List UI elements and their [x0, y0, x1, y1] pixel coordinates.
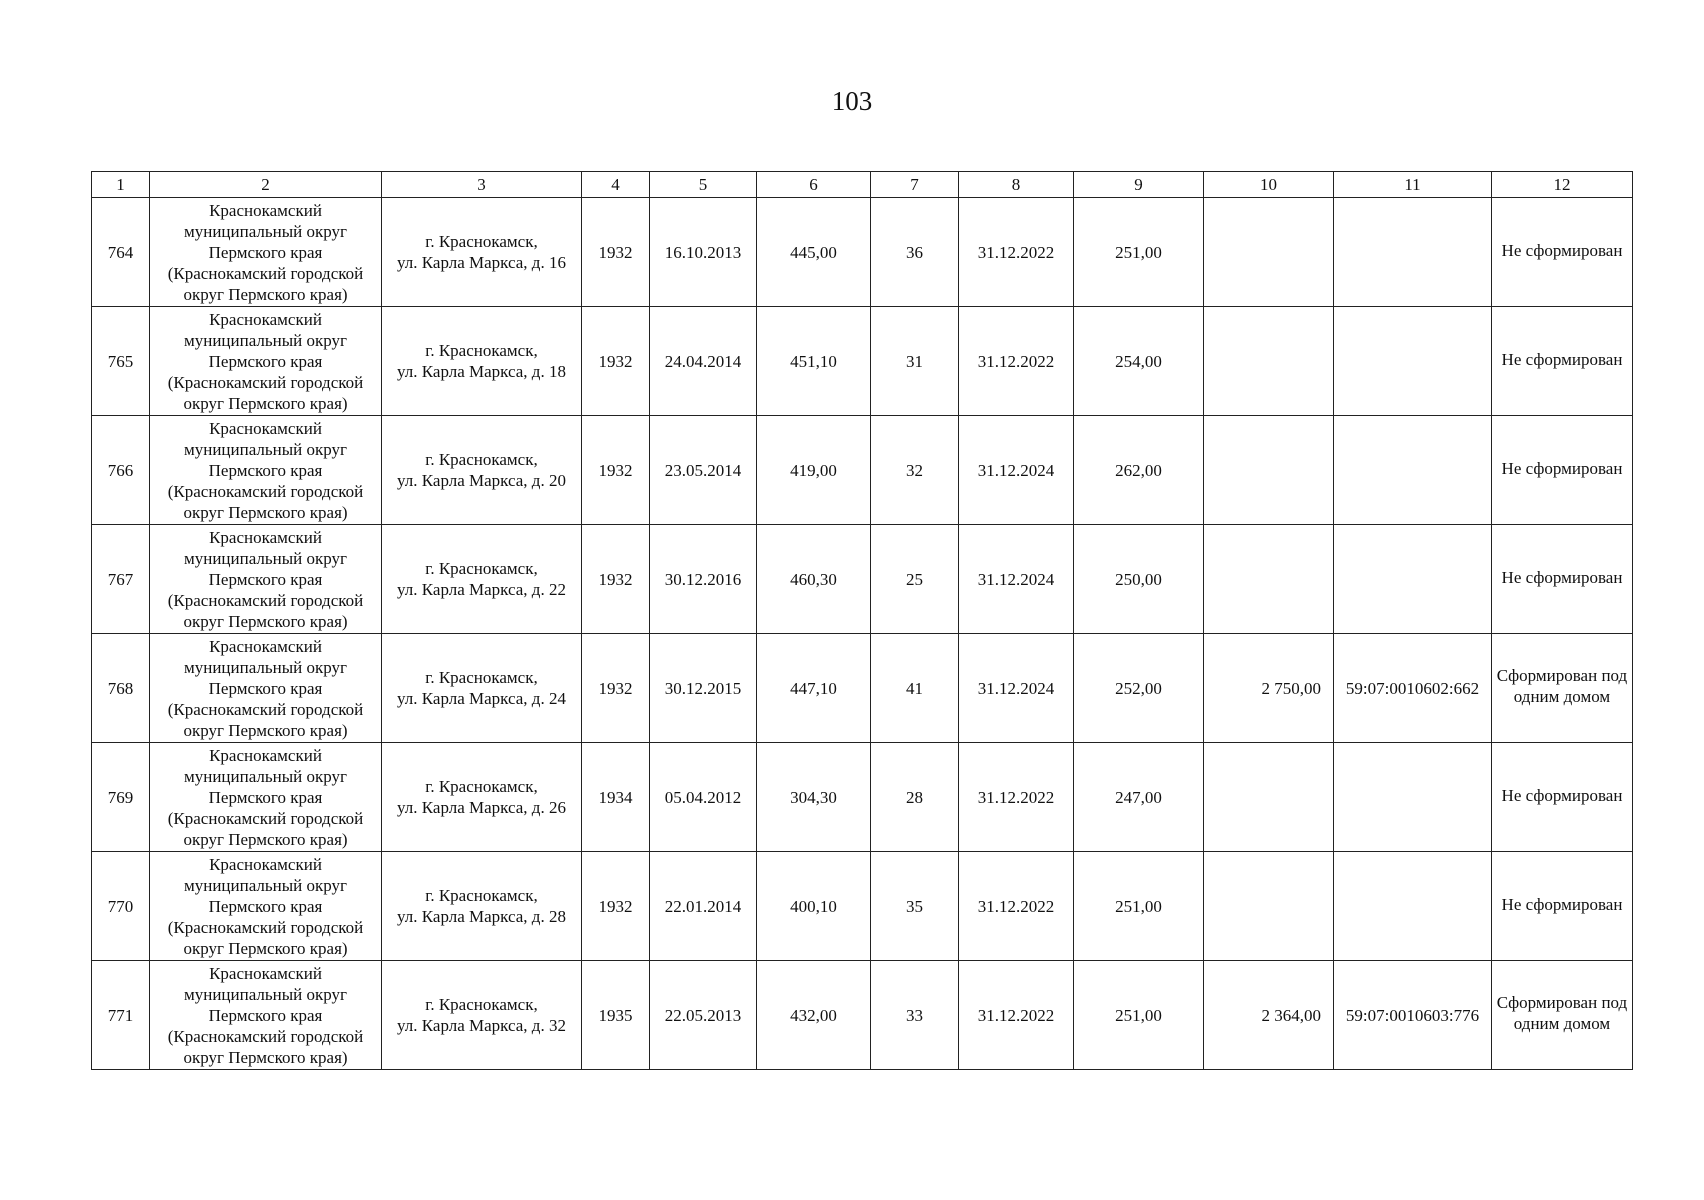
cell-address — [382, 416, 582, 525]
cell-address — [382, 743, 582, 852]
cell-address — [382, 852, 582, 961]
status-text: Не сформирован — [1501, 567, 1623, 587]
column-header: 7 — [871, 172, 959, 198]
cell-deadline: 31.12.2022 — [959, 961, 1074, 1070]
cell-date: 30.12.2016 — [650, 525, 757, 634]
address-city: г. Краснокамск, — [425, 341, 538, 360]
status-text: Сформирован под одним домом — [1496, 666, 1628, 706]
cell-cadastral — [1334, 198, 1492, 307]
cell-number: 769 — [92, 743, 150, 852]
status-text: Не сформирован — [1501, 349, 1623, 369]
cell-area: 447,10 — [757, 634, 871, 743]
cell-municipality: Краснокамский муниципальный округ Пермского края (Краснокамский городской округ Пермского края) — [150, 743, 382, 852]
cell-year: 1932 — [582, 852, 650, 961]
address-street: ул. Карла Маркса, д. 26 — [397, 798, 566, 817]
cell-area: 445,00 — [757, 198, 871, 307]
cell-municipality: Краснокамский муниципальный округ Пермского края (Краснокамский городской округ Пермского края) — [150, 198, 382, 307]
column-header: 6 — [757, 172, 871, 198]
cell-area: 400,10 — [757, 852, 871, 961]
cell-year: 1935 — [582, 961, 650, 1070]
cell-status — [1492, 198, 1633, 307]
cell-land-area: 2 750,00 — [1204, 634, 1334, 743]
cell-area: 460,30 — [757, 525, 871, 634]
cell-residents: 41 — [871, 634, 959, 743]
cell-municipality: Краснокамский муниципальный округ Пермского края (Краснокамский городской округ Пермского края) — [150, 852, 382, 961]
cell-area: 419,00 — [757, 416, 871, 525]
column-header: 1 — [92, 172, 150, 198]
address-street: ул. Карла Маркса, д. 16 — [397, 253, 566, 272]
cell-status — [1492, 852, 1633, 961]
cell-number: 768 — [92, 634, 150, 743]
cell-address — [382, 525, 582, 634]
cell-year: 1932 — [582, 525, 650, 634]
cell-deadline: 31.12.2024 — [959, 634, 1074, 743]
address-city: г. Краснокамск, — [425, 232, 538, 251]
cell-residents: 33 — [871, 961, 959, 1070]
cell-municipality: Краснокамский муниципальный округ Пермского края (Краснокамский городской округ Пермского края) — [150, 416, 382, 525]
column-header: 12 — [1492, 172, 1633, 198]
cell-number: 771 — [92, 961, 150, 1070]
cell-area: 451,10 — [757, 307, 871, 416]
cell-deadline: 31.12.2024 — [959, 416, 1074, 525]
table-row — [92, 416, 1633, 525]
cell-year: 1934 — [582, 743, 650, 852]
cell-status — [1492, 961, 1633, 1070]
cell-cadastral — [1334, 525, 1492, 634]
column-header: 3 — [382, 172, 582, 198]
cell-address — [382, 198, 582, 307]
column-header: 4 — [582, 172, 650, 198]
cell-cost: 251,00 — [1074, 852, 1204, 961]
cell-land-area — [1204, 852, 1334, 961]
cell-deadline: 31.12.2024 — [959, 525, 1074, 634]
housing-table — [91, 171, 1633, 1070]
address-street: ул. Карла Маркса, д. 18 — [397, 362, 566, 381]
column-header: 5 — [650, 172, 757, 198]
page-number: 103 — [831, 86, 873, 116]
address-street: ул. Карла Маркса, д. 28 — [397, 907, 566, 926]
cell-year: 1932 — [582, 198, 650, 307]
cell-address — [382, 307, 582, 416]
status-text: Сформирован под одним домом — [1496, 993, 1628, 1033]
column-header: 11 — [1334, 172, 1492, 198]
cell-land-area: 2 364,00 — [1204, 961, 1334, 1070]
cell-municipality: Краснокамский муниципальный округ Пермского края (Краснокамский городской округ Пермского края) — [150, 525, 382, 634]
cell-status — [1492, 525, 1633, 634]
cell-address — [382, 961, 582, 1070]
cell-cost: 251,00 — [1074, 961, 1204, 1070]
cell-date: 22.05.2013 — [650, 961, 757, 1070]
cell-number: 765 — [92, 307, 150, 416]
cell-date: 22.01.2014 — [650, 852, 757, 961]
cell-land-area — [1204, 198, 1334, 307]
address-street: ул. Карла Маркса, д. 24 — [397, 689, 566, 708]
cell-land-area — [1204, 307, 1334, 416]
address-city: г. Краснокамск, — [425, 777, 538, 796]
address-street: ул. Карла Маркса, д. 32 — [397, 1016, 566, 1035]
cell-residents: 25 — [871, 525, 959, 634]
cell-area: 304,30 — [757, 743, 871, 852]
column-header: 10 — [1204, 172, 1334, 198]
cell-cadastral: 59:07:0010603:776 — [1334, 961, 1492, 1070]
cell-land-area — [1204, 416, 1334, 525]
cell-status — [1492, 743, 1633, 852]
cell-cost: 254,00 — [1074, 307, 1204, 416]
cell-year: 1932 — [582, 307, 650, 416]
address-city: г. Краснокамск, — [425, 450, 538, 469]
address-city: г. Краснокамск, — [425, 559, 538, 578]
address-city: г. Краснокамск, — [425, 886, 538, 905]
table-header-row — [92, 172, 1633, 198]
cell-status — [1492, 634, 1633, 743]
address-street: ул. Карла Маркса, д. 20 — [397, 471, 566, 490]
cell-cadastral: 59:07:0010602:662 — [1334, 634, 1492, 743]
cell-cost: 247,00 — [1074, 743, 1204, 852]
cell-cost: 252,00 — [1074, 634, 1204, 743]
cell-cadastral — [1334, 852, 1492, 961]
cell-date: 16.10.2013 — [650, 198, 757, 307]
cell-address — [382, 634, 582, 743]
address-city: г. Краснокамск, — [425, 668, 538, 687]
cell-area: 432,00 — [757, 961, 871, 1070]
cell-residents: 32 — [871, 416, 959, 525]
cell-date: 24.04.2014 — [650, 307, 757, 416]
column-header: 9 — [1074, 172, 1204, 198]
table-row — [92, 307, 1633, 416]
cell-cost: 262,00 — [1074, 416, 1204, 525]
status-text: Не сформирован — [1501, 458, 1623, 478]
cell-status — [1492, 416, 1633, 525]
table-row — [92, 525, 1633, 634]
cell-number: 764 — [92, 198, 150, 307]
status-text: Не сформирован — [1501, 894, 1623, 914]
cell-cost: 250,00 — [1074, 525, 1204, 634]
cell-year: 1932 — [582, 634, 650, 743]
table-row — [92, 634, 1633, 743]
cell-date: 23.05.2014 — [650, 416, 757, 525]
cell-status — [1492, 307, 1633, 416]
cell-number: 767 — [92, 525, 150, 634]
cell-cost: 251,00 — [1074, 198, 1204, 307]
cell-deadline: 31.12.2022 — [959, 743, 1074, 852]
status-text: Не сформирован — [1501, 785, 1623, 805]
cell-number: 766 — [92, 416, 150, 525]
cell-deadline: 31.12.2022 — [959, 198, 1074, 307]
address-street: ул. Карла Маркса, д. 22 — [397, 580, 566, 599]
cell-number: 770 — [92, 852, 150, 961]
cell-date: 30.12.2015 — [650, 634, 757, 743]
address-city: г. Краснокамск, — [425, 995, 538, 1014]
cell-date: 05.04.2012 — [650, 743, 757, 852]
column-header: 2 — [150, 172, 382, 198]
cell-land-area — [1204, 743, 1334, 852]
table-row — [92, 961, 1633, 1070]
cell-residents: 36 — [871, 198, 959, 307]
cell-municipality: Краснокамский муниципальный округ Пермского края (Краснокамский городской округ Пермского края) — [150, 961, 382, 1070]
cell-year: 1932 — [582, 416, 650, 525]
cell-cadastral — [1334, 307, 1492, 416]
status-text: Не сформирован — [1501, 240, 1623, 260]
column-header: 8 — [959, 172, 1074, 198]
cell-municipality: Краснокамский муниципальный округ Пермского края (Краснокамский городской округ Пермского края) — [150, 634, 382, 743]
cell-residents: 31 — [871, 307, 959, 416]
table-row — [92, 198, 1633, 307]
cell-residents: 28 — [871, 743, 959, 852]
cell-municipality: Краснокамский муниципальный округ Пермского края (Краснокамский городской округ Пермского края) — [150, 307, 382, 416]
cell-land-area — [1204, 525, 1334, 634]
cell-cadastral — [1334, 416, 1492, 525]
cell-deadline: 31.12.2022 — [959, 852, 1074, 961]
table-row — [92, 852, 1633, 961]
cell-cadastral — [1334, 743, 1492, 852]
table-row — [92, 743, 1633, 852]
cell-deadline: 31.12.2022 — [959, 307, 1074, 416]
cell-residents: 35 — [871, 852, 959, 961]
